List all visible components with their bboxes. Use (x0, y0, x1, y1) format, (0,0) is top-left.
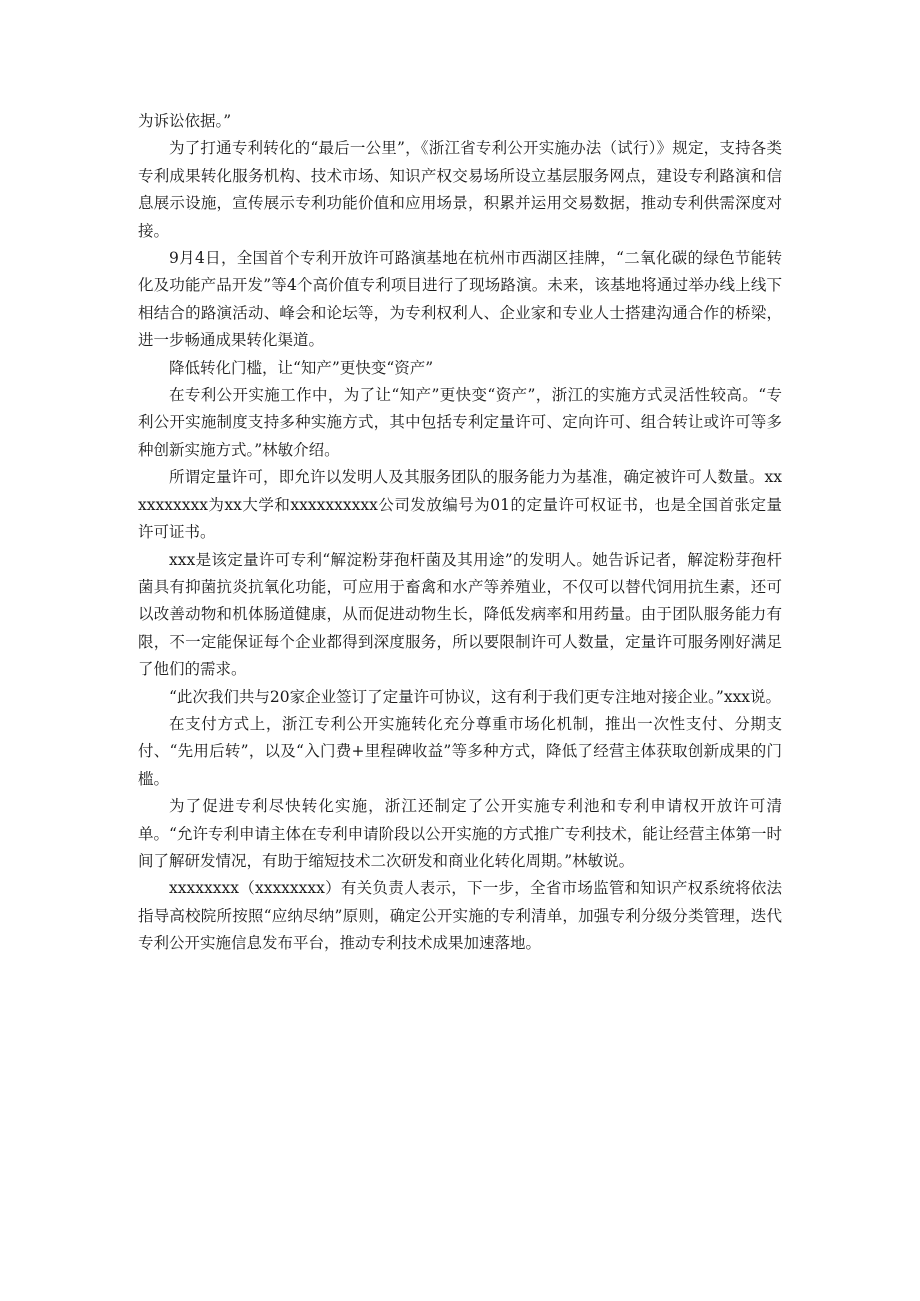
paragraph: 9月4日，全国首个专利开放许可路演基地在杭州市西湖区挂牌，“二氧化碳的绿色节能转化及功能产品开发”等4个高价值专利项目进行了现场路演。未来，该基地将通过举办线上线下相结合的路演活动、峰会和论坛等，为专利权利人、企业家和专业人士搭建沟通合作的桥梁，进一步畅通成果转化渠道。 (138, 249, 782, 350)
paragraph: 在支付方式上，浙江专利公开实施转化充分尊重市场化机制，推出一次性支付、分期支付、“先用后转”，以及“入门费+里程碑收益”等多种方式，降低了经营主体获取创新成果的门槛。 (138, 714, 782, 788)
paragraph: xxx是该定量许可专利“解淀粉芽孢杆菌及其用途”的发明人。她告诉记者，解淀粉芽孢杆菌具有抑菌抗炎抗氧化功能，可应用于畜禽和水产等养殖业，不仅可以替代饲用抗生素，还可以改善动物和机体肠道健康，从而促进动物生长，降低发病率和用药量。由于团队服务能力有限，不一定能保证每个企业都得到深度服务，所以要限制许可人数量，定量许可服务刚好满足了他们的需求。 (138, 550, 782, 679)
section-subheading: 降低转化门槛，让“知产”更快变“资产” (169, 358, 434, 377)
article-body (138, 108, 782, 958)
paragraph: xxxxxxxx（xxxxxxxx）有关负责人表示，下一步，全省市场监管和知识产权系统将依法指导高校院所按照“应纳尽纳”原则，确定公开实施的专利清单，加强专利分级分类管理，迭代专利公开实施信息发布平台，推动专利技术成果加速落地。 (138, 879, 782, 953)
paragraph: “此次我们共与20家企业签订了定量许可协议，这有利于我们更专注地对接企业。”xxx说。 (169, 687, 782, 706)
paragraph: 所谓定量许可，即允许以发明人及其服务团队的服务能力为基准，确定被许可人数量。xxxxxxxxxx为xx大学和xxxxxxxxxx公司发放编号为01的定量许可权证书，也是全国首张定量许可证书。 (138, 468, 782, 542)
paragraph: 为了促进专利尽快转化实施，浙江还制定了公开实施专利池和专利申请权开放许可清单。“允许专利申请主体在专利申请阶段以公开实施的方式推广专利技术，能让经营主体第一时间了解研发情况，有助于缩短技术二次研发和商业化转化周期。”林敏说。 (138, 797, 782, 870)
paragraph-continuation: 为诉讼依据。” (138, 112, 232, 130)
paragraph: 为了打通专利转化的“最后一公里”，《浙江省专利公开实施办法（试行）》规定，支持各类专利成果转化服务机构、技术市场、知识产权交易场所设立基层服务网点，建设专利路演和信息展示设施，宣传展示专利功能价值和应用场景，积累并运用交易数据，推动专利供需深度对接。 (138, 139, 782, 240)
paragraph: 在专利公开实施工作中，为了让“知产”更快变“资产”，浙江的实施方式灵活性较高。“专利公开实施制度支持多种实施方式，其中包括专利定量许可、定向许可、组合转让或许可等多种创新实施方式。”林敏介绍。 (138, 386, 782, 459)
